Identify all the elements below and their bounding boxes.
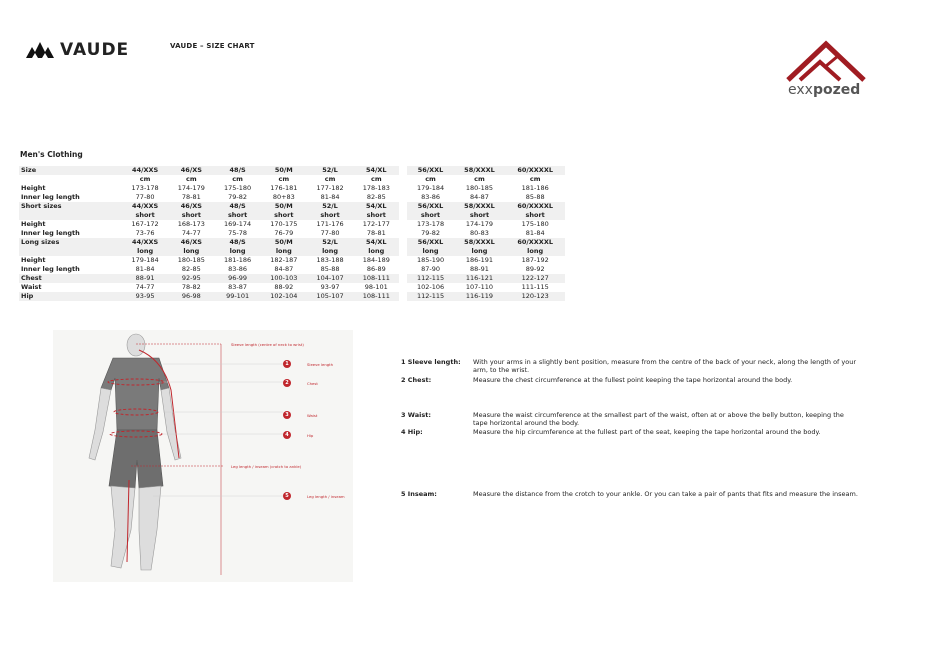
roof-icon [786,40,866,82]
table-row [19,175,565,184]
row-label [19,175,122,184]
table-cell: 167-172 [131,220,159,228]
table-cell: 122-127 [505,274,565,283]
table-row [19,265,565,274]
table-cell: 56/XXL [407,166,453,175]
callout-sleeve: Sleeve length [307,362,334,367]
table-row [19,202,565,211]
table-cell: 79-82 [421,229,440,237]
table-cell: 77-80 [320,229,340,237]
row-label: Chest [19,274,122,283]
table-cell: 86-89 [366,265,386,273]
table-cell: 60/XXXXL [505,202,565,211]
table-row [19,283,565,292]
table-cell: cm [278,175,290,183]
table-cell: cm [324,175,336,183]
table-cell: short [122,211,168,220]
table-cell: 175-180 [521,220,549,228]
table-cell: 175-180 [224,184,252,192]
table-cell: 93-97 [320,283,340,291]
table-cell: 180-185 [465,184,494,192]
table-cell: 174-179 [465,220,494,228]
table-cell: long [353,247,399,256]
table-cell: 179-184 [131,256,159,264]
table-cell: 187-192 [521,256,549,264]
table-cell: 58/XXXL [454,202,506,211]
table-cell: 112-115 [407,274,453,283]
table-cell: 74-77 [135,283,155,291]
table-cell: 83-87 [228,283,248,291]
table-cell: cm [425,175,436,183]
marker-4: 4 [283,431,291,439]
table-row [19,184,565,193]
marker-1: 1 [283,360,291,368]
table-cell: 120-123 [505,292,565,301]
vaude-logo [26,40,129,60]
table-cell: 48/S [214,202,260,211]
table-cell: 105-107 [307,292,353,301]
table-cell: 50/M [261,238,307,247]
table-cell: 88-92 [274,283,294,291]
table-cell: 79-82 [228,193,248,201]
table-cell: short [261,211,307,220]
table-cell: short [353,211,399,220]
table-cell: 73-76 [135,229,155,237]
marker-2: 2 [283,379,291,387]
table-cell: 183-188 [316,256,344,264]
callout-waist: Waist [307,413,318,418]
column-gap [399,265,407,274]
table-cell: 80+83 [272,193,295,201]
table-cell: 82-85 [366,193,386,201]
column-gap [399,220,407,229]
row-label [19,247,122,256]
mountain-icon [26,42,54,58]
table-cell: long [407,247,453,256]
measurement-diagram [53,330,353,582]
vaude-wordmark: VAUDE [60,40,130,60]
table-row [19,166,565,175]
table-cell: cm [139,175,151,183]
row-label: Inner leg length [21,229,80,237]
table-cell: 107-110 [465,283,494,291]
desc-label-waist: 3 Waist: [401,411,431,419]
table-cell: 52/L [307,202,353,211]
page-title: VAUDE – SIZE CHART [170,42,255,50]
table-row [19,220,565,229]
row-label: Size [19,166,122,175]
column-gap [399,193,407,202]
table-cell: 176-181 [270,184,298,192]
desc-text-sleeve: With your arms in a slightly bent position, measure from the centre of the back of your neck, along the length of your arm, to the wrist. [473,358,857,374]
table-cell: 116-121 [454,274,506,283]
table-cell: 75-78 [228,229,248,237]
table-cell: 44/XXS [122,202,168,211]
table-cell: 54/XL [353,166,399,175]
row-label: Short sizes [19,202,122,211]
table-cell: 179-184 [416,184,445,192]
column-gap [399,274,407,283]
row-label [19,211,122,220]
table-cell: 173-178 [131,184,159,192]
section-title: Men's Clothing [20,150,83,159]
table-cell: 99-101 [214,292,260,301]
table-cell: 112-115 [407,292,453,301]
table-cell: 58/XXXL [454,238,506,247]
callout-leg-top: Leg length / inseam (crotch to ankle) [231,464,302,469]
table-cell: 171-176 [316,220,344,228]
column-gap [399,292,407,301]
row-label: Hip [19,292,122,301]
desc-text-waist: Measure the waist circumference at the smallest part of the waist, often at or above the belly button, keeping the tape horizontal around the body. [473,411,844,427]
table-row [19,193,565,202]
table-row [19,256,565,265]
table-cell: 50/M [261,166,307,175]
table-cell: cm [529,175,541,183]
table-row [19,238,565,247]
table-cell: 88-91 [122,274,168,283]
table-cell: 102-104 [261,292,307,301]
table-cell: 184-189 [362,256,390,264]
callout-inseam: Leg length / inseam [307,494,345,499]
table-cell: cm [474,175,485,183]
table-cell: 174-179 [177,184,205,192]
table-cell: 46/XS [168,238,214,247]
table-cell: 54/XL [353,238,399,247]
column-gap [399,175,407,184]
row-label: Height [21,184,46,192]
body-figure [53,330,353,582]
table-cell: 81-84 [135,265,155,273]
table-cell: 98-101 [364,283,388,291]
table-cell: 84-87 [470,193,489,201]
table-cell: cm [232,175,243,183]
table-cell: 56/XXL [407,238,453,247]
column-gap [399,256,407,265]
table-row [19,229,565,238]
table-cell: short [307,211,353,220]
table-cell: 82-85 [181,265,201,273]
table-cell: 58/XXXL [454,166,506,175]
table-cell: 116-119 [454,292,506,301]
table-cell: 181-186 [224,256,252,264]
table-cell: short [168,211,214,220]
table-cell: long [307,247,353,256]
table-cell: 181-186 [521,184,549,192]
table-cell: 74-77 [181,229,201,237]
size-table [19,166,565,301]
column-gap [399,247,407,256]
row-label: Inner leg length [21,265,80,273]
desc-text-inseam: Measure the distance from the crotch to your ankle. Or you can take a pair of pants that fits and measure the inseam. [473,490,858,498]
table-cell: 60/XXXXL [505,238,565,247]
table-cell: long [122,247,168,256]
table-cell: 78-81 [366,229,386,237]
row-label: Height [21,256,46,264]
table-cell: 100-103 [261,274,307,283]
table-cell: 52/L [307,238,353,247]
column-gap [399,202,407,211]
desc-text-hip: Measure the hip circumference at the fullest part of the seat, keeping the tape horizontal around the body. [473,428,821,436]
exxpozed-wordmark: exxpozed [788,82,861,98]
column-gap [399,211,407,220]
table-cell: 83-86 [228,265,248,273]
table-cell: 81-84 [525,229,545,237]
callout-hip: Hip [307,433,314,438]
table-cell: 182-187 [270,256,298,264]
table-cell: 186-191 [465,256,494,264]
table-cell: short [454,211,506,220]
table-cell: 177-182 [316,184,344,192]
table-cell: 178-183 [362,184,390,192]
table-cell: 85-88 [525,193,545,201]
table-cell: 77-80 [135,193,155,201]
table-row [19,247,565,256]
table-cell: 56/XXL [407,202,453,211]
table-cell: 96-98 [168,292,214,301]
column-gap [399,238,407,247]
table-cell: long [454,247,506,256]
table-cell: 108-111 [353,274,399,283]
exxpozed-logo [786,40,868,98]
table-cell: 180-185 [177,256,205,264]
table-cell: 84-87 [274,265,294,273]
table-cell: 92-95 [168,274,214,283]
table-cell: 111-115 [521,283,549,291]
table-cell: 54/XL [353,202,399,211]
table-cell: 87-90 [421,265,440,273]
table-cell: 93-95 [122,292,168,301]
table-cell: 172-177 [362,220,390,228]
table-row [19,292,565,301]
desc-label-inseam: 5 Inseam: [401,490,437,498]
table-cell: 44/XXS [122,238,168,247]
table-cell: 89-92 [525,265,545,273]
table-cell: short [214,211,260,220]
table-cell: 48/S [214,238,260,247]
table-cell: 83-86 [421,193,440,201]
callout-chest: Chest [307,381,318,386]
table-cell: 44/XXS [122,166,168,175]
table-cell: 46/XS [168,202,214,211]
table-cell: 169-174 [224,220,252,228]
table-cell: 170-175 [270,220,298,228]
desc-label-hip: 4 Hip: [401,428,423,436]
table-cell: 60/XXXXL [505,166,565,175]
column-gap [399,184,407,193]
column-gap [399,166,407,175]
desc-label-sleeve: 1 Sleeve length: [401,358,461,366]
table-cell: 46/XS [168,166,214,175]
row-label: Long sizes [19,238,122,247]
table-cell: 88-91 [470,265,489,273]
table-cell: 96-99 [214,274,260,283]
table-cell: long [505,247,565,256]
column-gap [399,229,407,238]
table-cell: 52/L [307,166,353,175]
table-cell: 102-106 [416,283,445,291]
table-cell: 81-84 [320,193,340,201]
table-cell: long [168,247,214,256]
marker-3: 3 [283,411,291,419]
table-cell: cm [186,175,197,183]
table-cell: 78-82 [181,283,201,291]
table-cell: long [261,247,307,256]
table-cell: 173-178 [416,220,445,228]
table-cell: 50/M [261,202,307,211]
table-row [19,274,565,283]
table-cell: cm [370,175,382,183]
callout-sleeve-top: Sleeve length (centre of neck to wrist) [231,342,304,347]
table-cell: short [505,211,565,220]
row-label: Waist [21,283,42,291]
table-row [19,211,565,220]
row-label: Height [21,220,46,228]
desc-text-chest: Measure the chest circumference at the fullest point keeping the tape horizontal around the body. [473,376,793,384]
desc-label-chest: 2 Chest: [401,376,432,384]
table-cell: 78-81 [181,193,201,201]
table-cell: 108-111 [353,292,399,301]
column-gap [399,283,407,292]
table-cell: 104-107 [307,274,353,283]
row-label: Inner leg length [21,193,80,201]
table-cell: long [214,247,260,256]
table-cell: 168-173 [177,220,205,228]
table-cell: 76-79 [274,229,294,237]
table-cell: 48/S [214,166,260,175]
table-cell: 185-190 [416,256,445,264]
table-cell: 85-88 [320,265,340,273]
marker-5: 5 [283,492,291,500]
table-cell: 80-83 [470,229,489,237]
table-cell: short [407,211,453,220]
